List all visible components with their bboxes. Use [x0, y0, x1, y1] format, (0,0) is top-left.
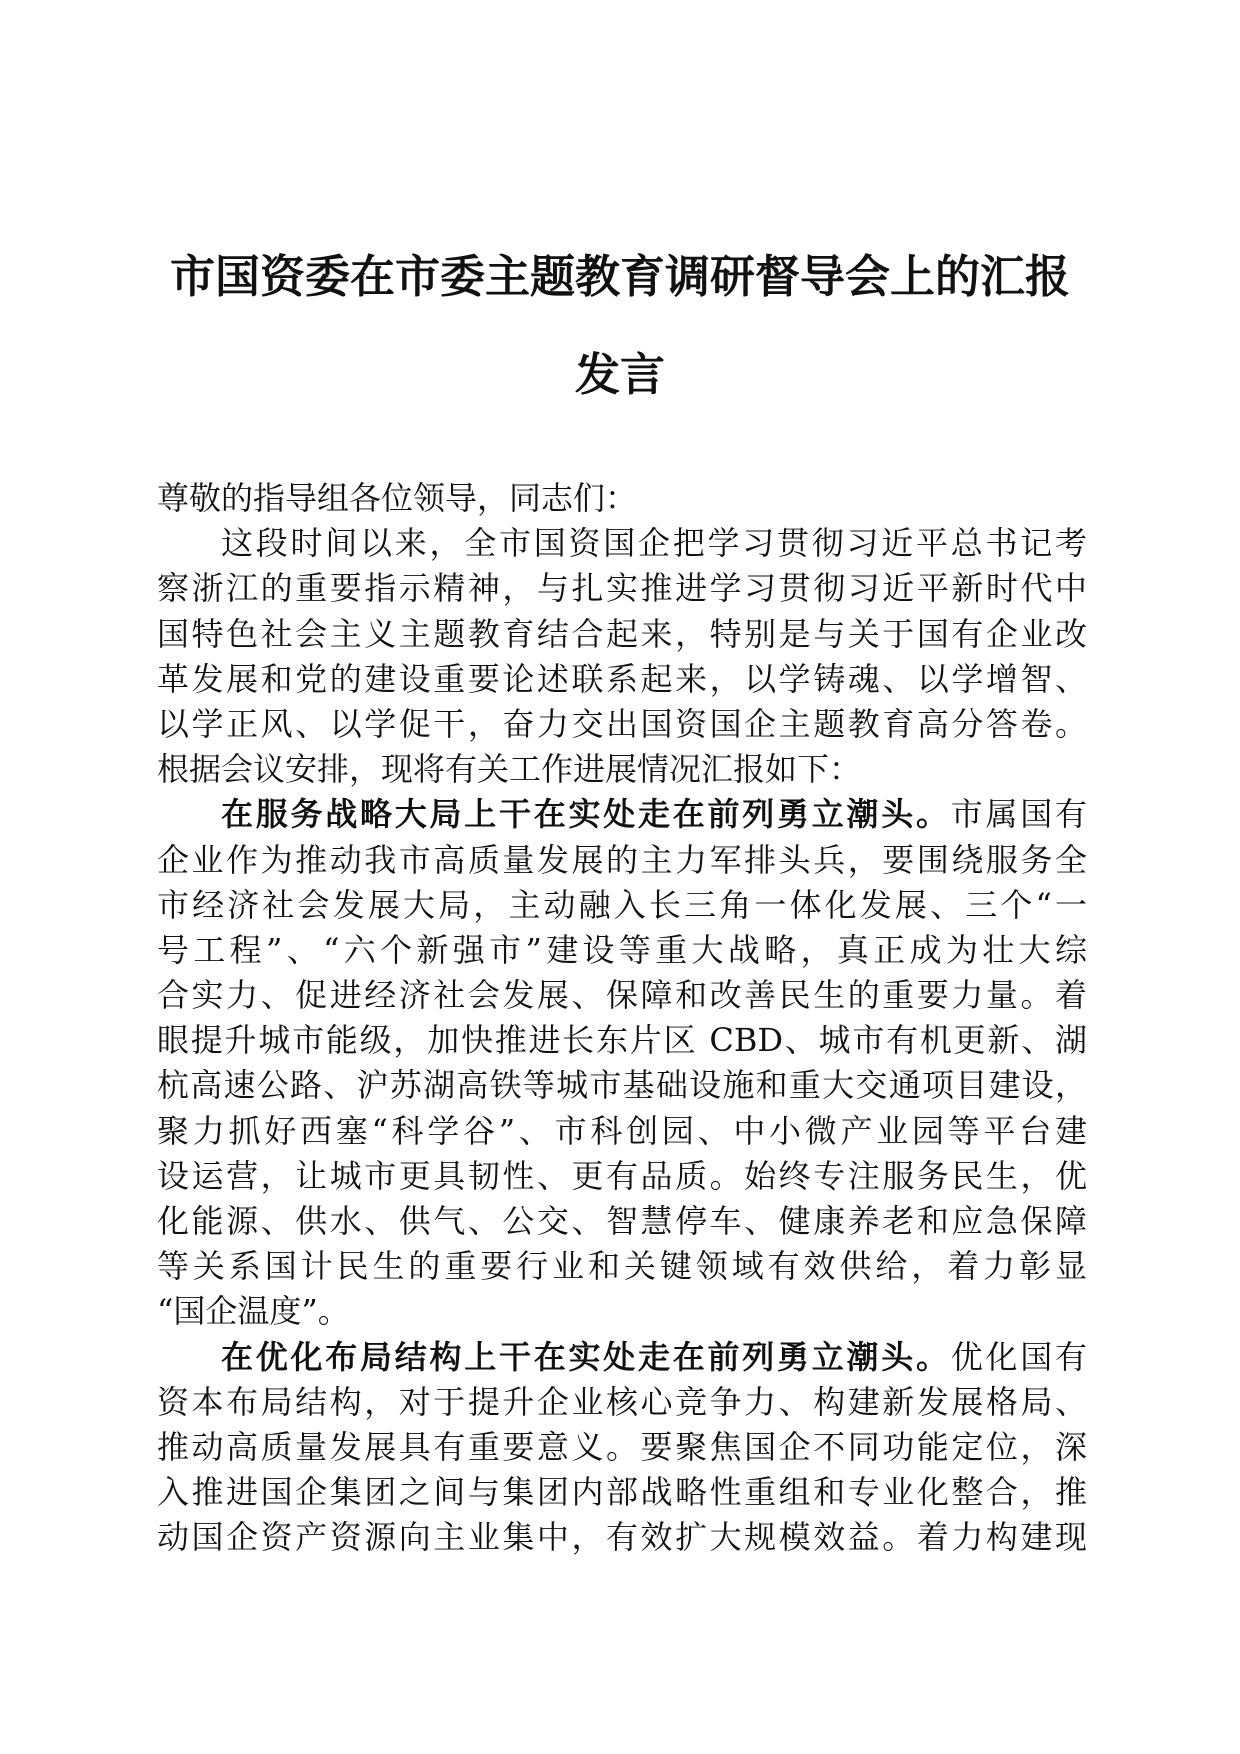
paragraph-1-line: 这段时间以来，全市国资国企把学习贯彻习近平总书记考	[221, 524, 1087, 563]
title-line-1: 市国资委在市委主题教育调研督导会上的汇报	[169, 250, 1070, 303]
paragraph-2-line: “国企温度”。	[157, 1292, 350, 1331]
paragraph-1-line: 根据会议安排，现将有关工作进展情况汇报如下：	[157, 750, 862, 789]
paragraph-2-line: 杭高速公路、沪苏湖高铁等城市基础设施和重大交通项目建设，	[157, 1066, 1087, 1105]
paragraph-2-line: 市经济社会发展大局，主动融入长三角一体化发展、三个“一	[157, 885, 1087, 924]
paragraph-2-line: 眼提升城市能级，加快推进长东片区 CBD、城市有机更新、湖	[157, 1021, 1087, 1060]
salutation: 尊敬的指导组各位领导，同志们：	[157, 479, 638, 517]
document-body	[157, 476, 1087, 1561]
paragraph-3-text: 优化国有	[950, 1337, 1087, 1376]
paragraph-3-line: 资本布局结构，对于提升企业核心竞争力、构建新发展格局、	[157, 1382, 1087, 1421]
paragraph-1-line: 国特色社会主义主题教育结合起来，特别是与关于国有企业改	[157, 614, 1087, 653]
paragraph-1-line: 革发展和党的建设重要论述联系起来，以学铸魂、以学增智、	[157, 659, 1087, 698]
paragraph-2-first-line	[157, 792, 1087, 837]
paragraph-2-heading: 在服务战略大局上干在实处走在前列勇立潮头。	[221, 795, 951, 834]
paragraph-3-first-line	[157, 1335, 1087, 1380]
title-line-2: 发言	[574, 348, 665, 401]
paragraph-2-line: 合实力、促进经济社会发展、保障和改善民生的重要力量。着	[157, 976, 1087, 1015]
document-title	[155, 228, 1085, 424]
paragraph-2-text: 市属国有	[950, 795, 1087, 834]
paragraph-2-line: 设运营，让城市更具韧性、更有品质。始终专注服务民生，优	[157, 1156, 1087, 1195]
paragraph-2-line: 企业作为推动我市高质量发展的主力军排头兵，要围绕服务全	[157, 840, 1087, 879]
paragraph-2-line: 聚力抓好西塞“科学谷”、市科创园、中小微产业园等平台建	[157, 1111, 1087, 1150]
paragraph-1-line: 察浙江的重要指示精神，与扎实推进学习贯彻习近平新时代中	[157, 569, 1087, 608]
paragraph-3-line: 推动高质量发展具有重要意义。要聚焦国企不同功能定位，深	[157, 1427, 1087, 1466]
paragraph-1-line: 以学正风、以学促干，奋力交出国资国企主题教育高分答卷。	[157, 704, 1087, 743]
paragraph-3-line: 入推进国企集团之间与集团内部战略性重组和专业化整合，推	[157, 1473, 1087, 1512]
paragraph-2-line: 等关系国计民生的重要行业和关键领域有效供给，着力彰显	[157, 1247, 1087, 1286]
paragraph-2-line: 化能源、供水、供气、公交、智慧停车、健康养老和应急保障	[157, 1202, 1087, 1240]
paragraph-3-heading: 在优化布局结构上干在实处走在前列勇立潮头。	[221, 1337, 951, 1376]
paragraph-2-line: 号工程”、“六个新强市”建设等重大战略，真正成为壮大综	[157, 930, 1087, 969]
paragraph-3-line: 动国企资产资源向主业集中，有效扩大规模效益。着力构建现	[157, 1518, 1087, 1557]
